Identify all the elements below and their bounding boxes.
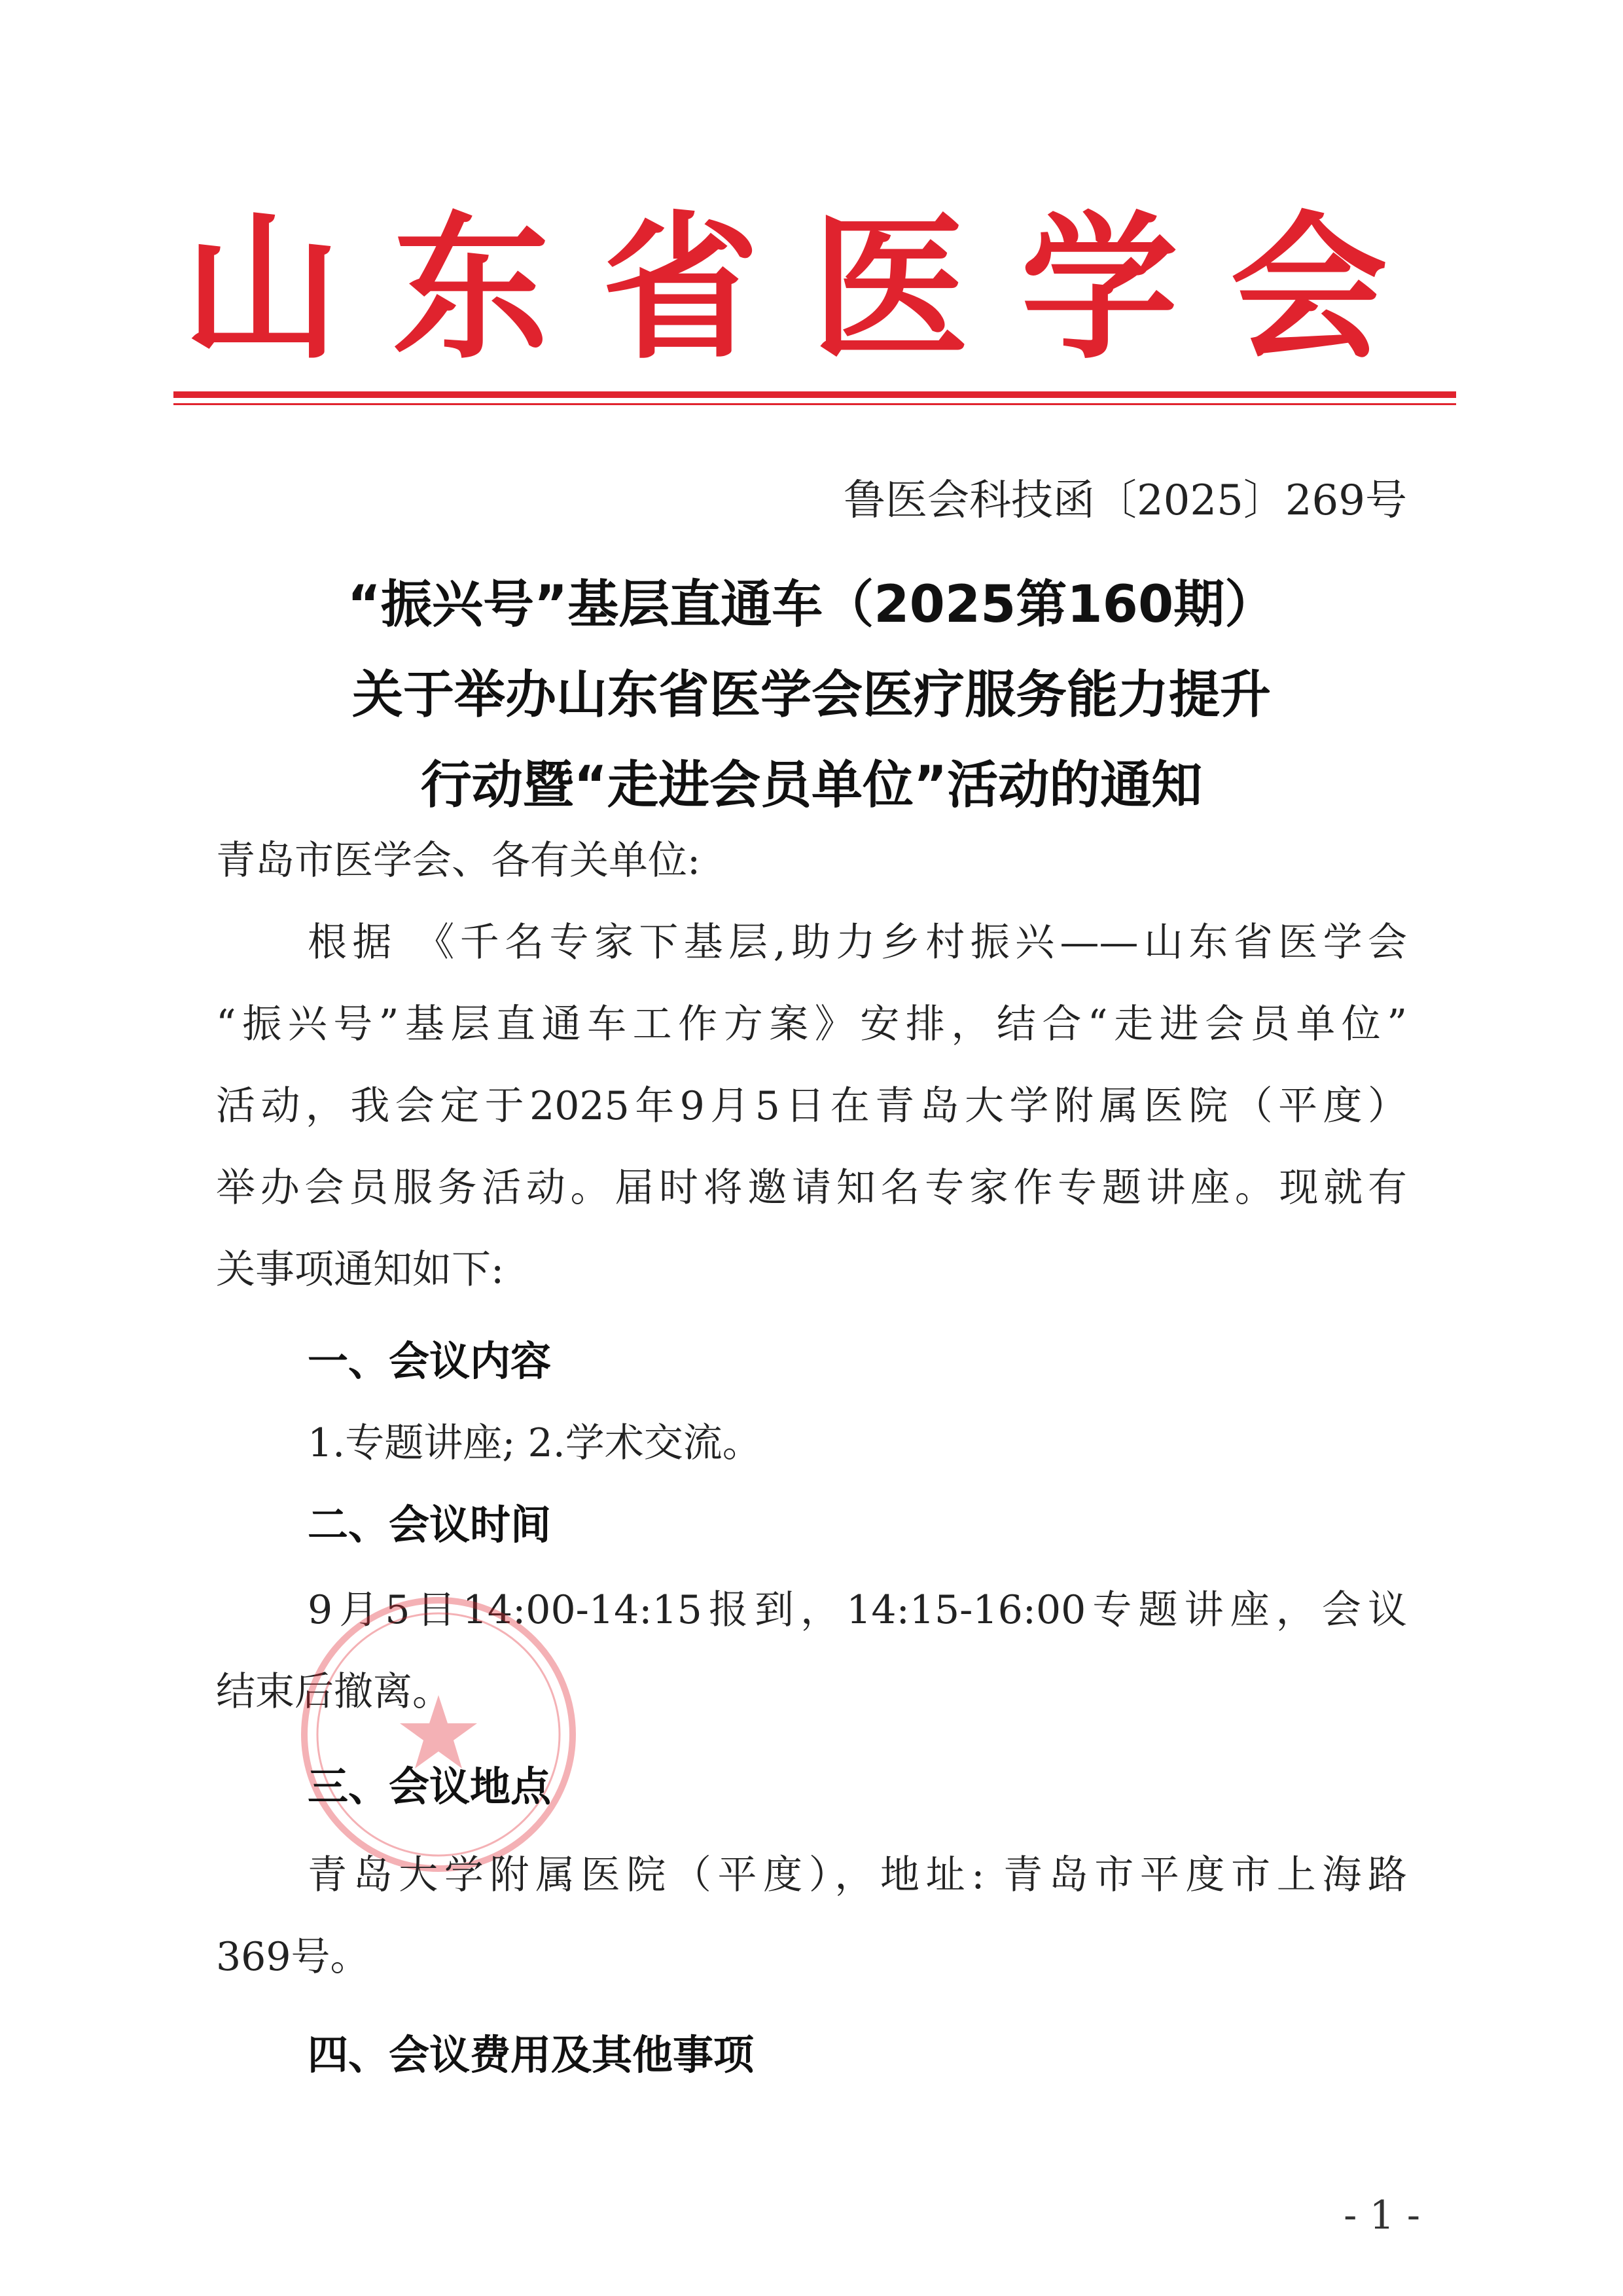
section-content-line-1: 1.专题讲座; 2.学术交流。: [308, 1420, 762, 1466]
intro-line-2: “振兴号”基层直通车工作方案》安排，结合“走进会员单位”: [216, 1001, 1407, 1047]
page-number: - 1 -: [1344, 2193, 1420, 2238]
section-time-line-1: 9月5日14:00-14:15报到，14:15-16:00专题讲座，会议: [308, 1587, 1407, 1633]
intro-line-5: 关事项通知如下:: [216, 1247, 505, 1293]
section-location-line-2: 369号。: [216, 1934, 370, 1980]
section-heading-time: 二、会议时间: [308, 1501, 552, 1549]
section-location-line-1: 青岛大学附属医院（平度），地址: 青岛市平度市上海路: [308, 1852, 1407, 1898]
title-line-1: “振兴号”基层直通车（2025第160期）: [347, 575, 1276, 634]
intro-line-3: 活动，我会定于2025年9月5日在青岛大学附属医院（平度）: [216, 1083, 1407, 1129]
section-time-line-2: 结束后撤离。: [216, 1669, 452, 1715]
section-heading-location: 三、会议地点: [308, 1763, 552, 1810]
title-line-3: 行动暨“走进会员单位”活动的通知: [420, 756, 1203, 815]
intro-line-4: 举办会员服务活动。届时将邀请知名专家作专题讲座。现就有: [216, 1165, 1407, 1211]
title-line-2: 关于举办山东省医学会医疗服务能力提升: [351, 666, 1271, 725]
official-seal-stamp: [294, 1590, 582, 1878]
salutation: 青岛市医学会、各有关单位:: [216, 838, 701, 884]
document-number: 鲁医会科技函〔2025〕269号: [843, 476, 1407, 525]
intro-line-1: 根据 《千名专家下基层,助力乡村振兴——山东省医学会: [308, 920, 1407, 965]
document-title: [164, 560, 1459, 831]
red-divider-thin: [173, 403, 1456, 405]
section-heading-content: 一、会议内容: [308, 1337, 552, 1385]
red-divider-thick: [173, 391, 1456, 398]
section-heading-fees: 四、会议费用及其他事项: [308, 2031, 755, 2079]
masthead-title: 山东省医学会: [183, 196, 1440, 380]
